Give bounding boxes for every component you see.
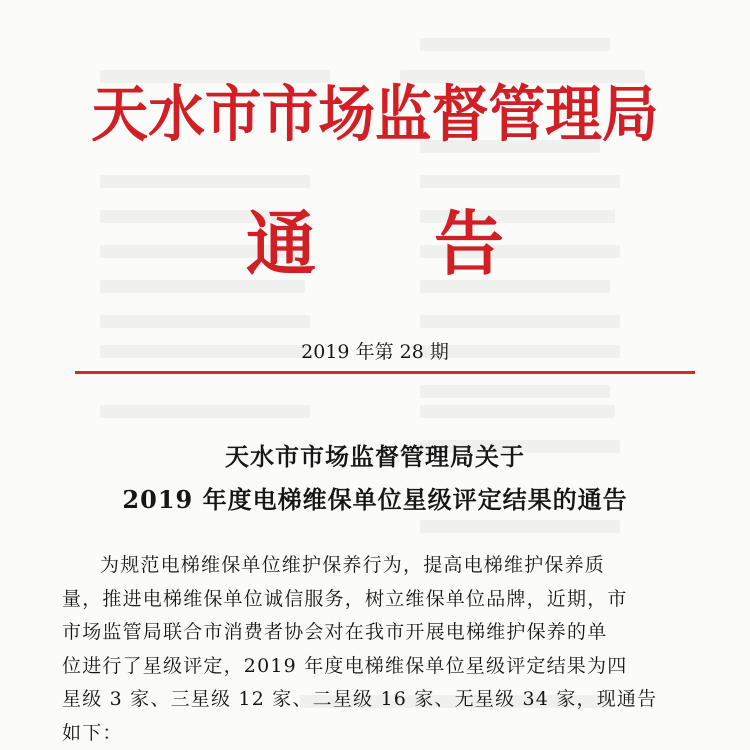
notice-title-line-2: 2019 年度电梯维保单位星级评定结果的通告 <box>122 485 628 514</box>
document-number: 2019 年第 28 期 <box>301 341 449 363</box>
body-line: 量，推进电梯维保单位诚信服务，树立维保单位品牌，近期，市 <box>62 587 628 610</box>
body-line: 如下： <box>62 721 123 744</box>
document-type-heading: 通告 <box>246 202 622 285</box>
body-line: 市场监管局联合市消费者协会对在我市开展电梯维护保养的单 <box>62 621 608 643</box>
issuing-authority-masthead: 天水市市场监督管理局 <box>91 79 659 150</box>
body-line: 星级 3 家、三星级 12 家、二星级 16 家、无星级 34 家，现通告 <box>62 688 658 710</box>
body-line: 位进行了星级评定，2019 年度电梯维保单位星级评定结果为四 <box>62 654 628 677</box>
body-line: 为规范电梯维保单位维护保养行为，提高电梯维护保养质 <box>100 554 606 576</box>
red-separator-rule <box>75 371 695 374</box>
notice-body <box>62 549 688 750</box>
notice-title-line-1: 天水市市场监督管理局关于 <box>225 442 525 471</box>
